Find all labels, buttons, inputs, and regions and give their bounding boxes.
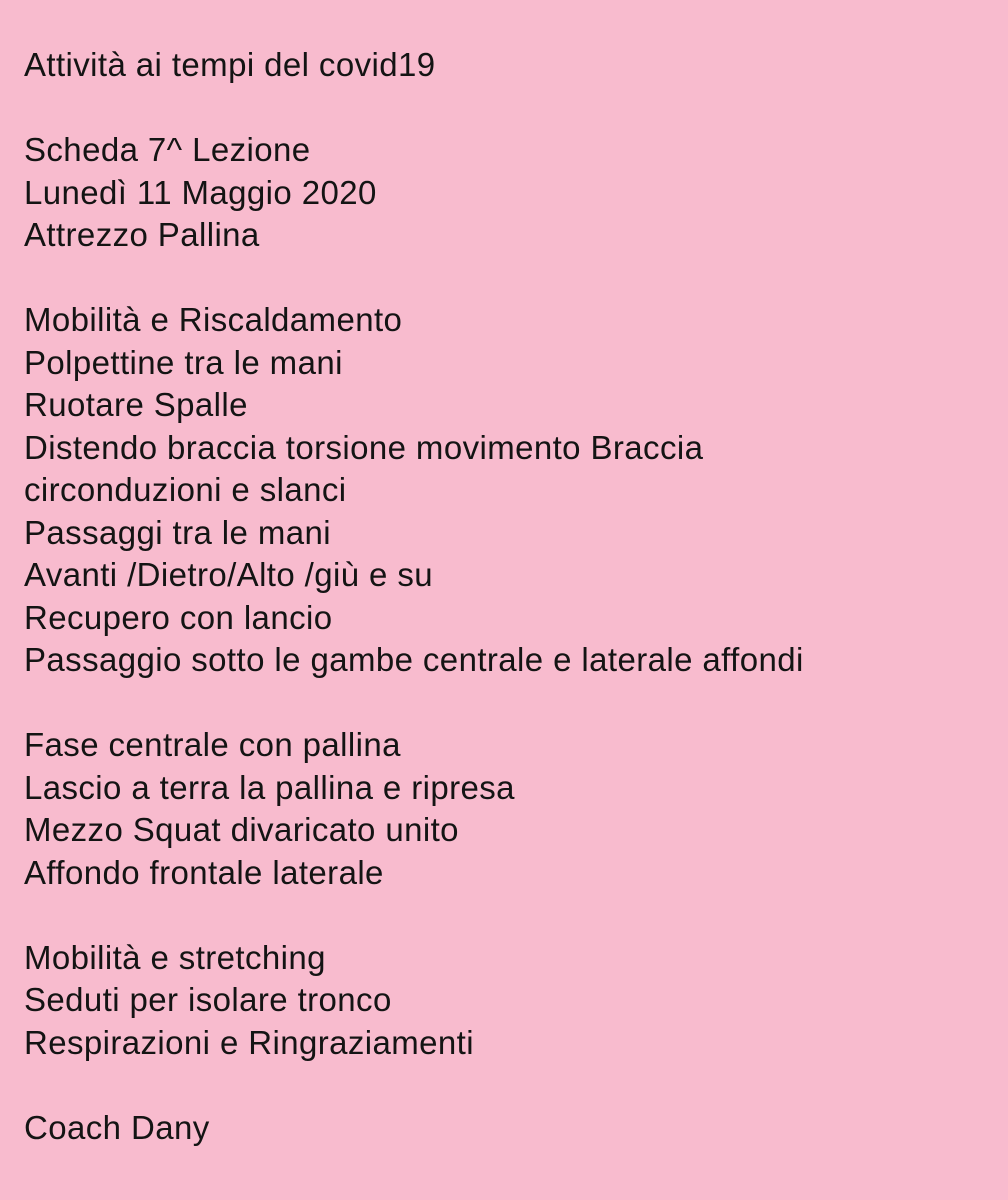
page-title: Attività ai tempi del covid19 — [24, 46, 436, 83]
central-item: Mezzo Squat divaricato unito — [24, 811, 459, 848]
spacer — [24, 257, 999, 300]
warmup-item: Ruotare Spalle — [24, 386, 248, 423]
warmup-item: Avanti /Dietro/Alto /giù e su — [24, 556, 434, 593]
spacer — [24, 1064, 999, 1107]
lesson-date: Lunedì 11 Maggio 2020 — [24, 173, 377, 211]
lesson-sheet — [24, 44, 999, 1149]
lesson-number: Scheda 7^ Lezione — [24, 131, 311, 168]
central-heading: Fase centrale con pallina — [24, 726, 401, 763]
cooldown-item: Seduti per isolare tronco — [24, 981, 392, 1018]
spacer — [24, 894, 999, 937]
lesson-equipment: Attrezzo Pallina — [24, 216, 260, 253]
cooldown-item: Respirazioni e Ringraziamenti — [24, 1023, 474, 1061]
cooldown-heading: Mobilità e stretching — [24, 938, 326, 976]
signature: Coach Dany — [24, 1108, 210, 1146]
warmup-item: Distendo braccia torsione movimento Braccia — [24, 428, 704, 466]
central-item: Lascio a terra la pallina e ripresa — [24, 768, 515, 806]
warmup-item: Passaggio sotto le gambe centrale e laterale affondi — [24, 641, 804, 678]
warmup-item: Recupero con lancio — [24, 598, 333, 636]
spacer — [24, 682, 999, 725]
warmup-item: circonduzioni e slanci — [24, 471, 347, 508]
warmup-heading: Mobilità e Riscaldamento — [24, 301, 403, 338]
warmup-item: Passaggi tra le mani — [24, 513, 331, 551]
spacer — [24, 87, 999, 130]
warmup-item: Polpettine tra le mani — [24, 343, 343, 381]
central-item: Affondo frontale laterale — [24, 853, 384, 891]
